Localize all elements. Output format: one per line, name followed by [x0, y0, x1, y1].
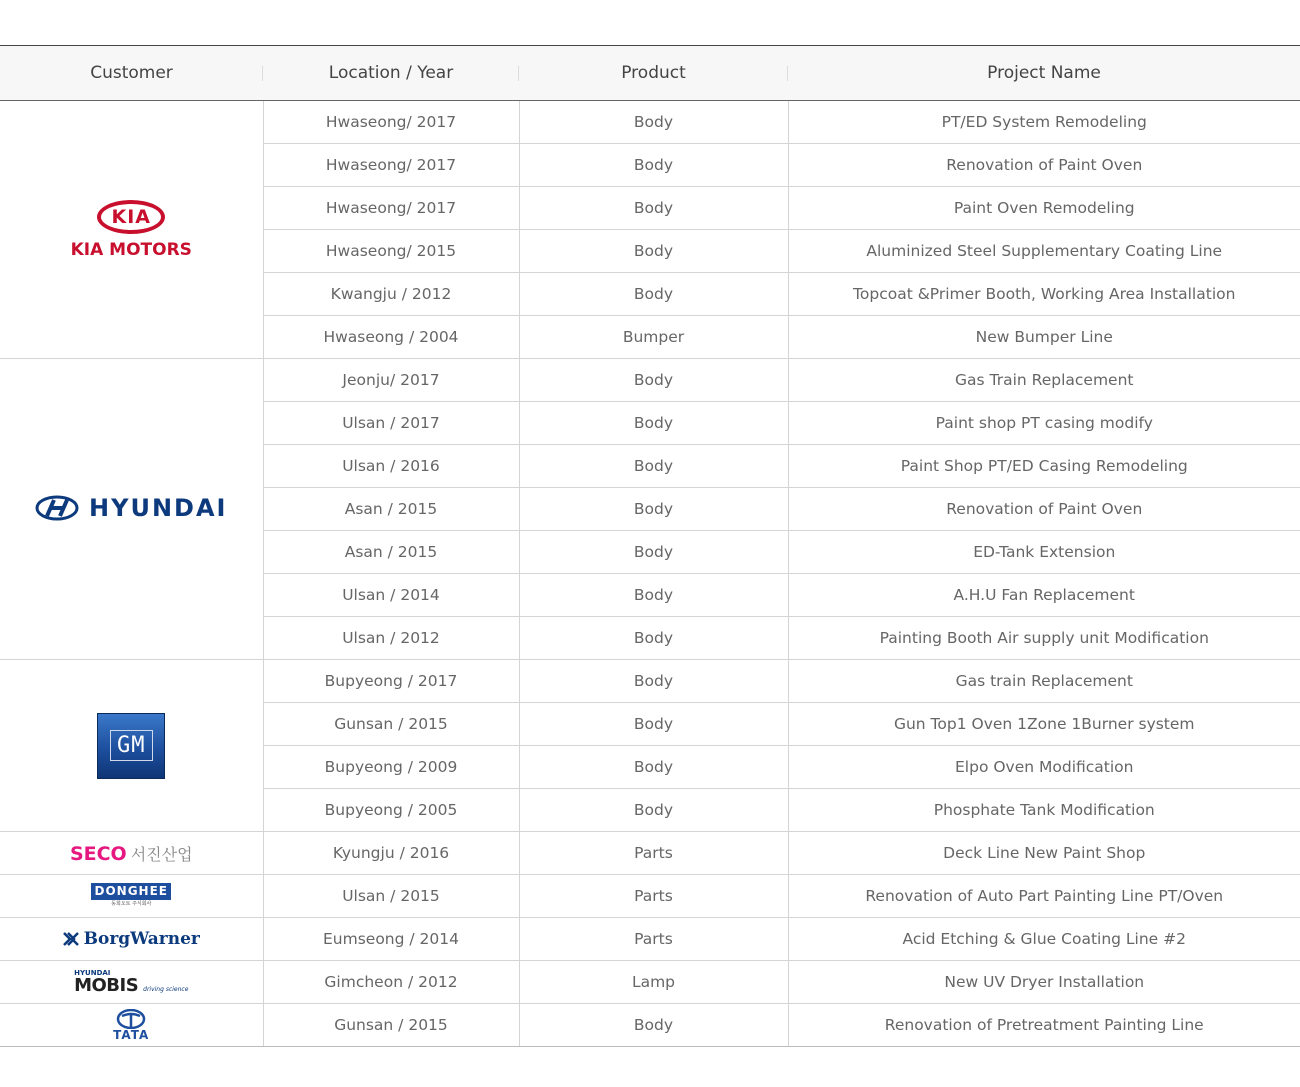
- table-row: [0, 832, 1300, 875]
- mobis-tagline: driving science: [143, 985, 189, 993]
- header-location-year: Location / Year: [263, 46, 519, 101]
- project-name-cell: Deck Line New Paint Shop: [788, 832, 1300, 875]
- header-product: Product: [519, 46, 788, 101]
- location-year-cell: Ulsan / 2015: [263, 875, 519, 918]
- borgwarner-wordmark: BorgWarner: [83, 928, 200, 949]
- donghee-logo: [91, 883, 171, 908]
- location-year-cell: Gunsan / 2015: [263, 703, 519, 746]
- product-cell: Body: [519, 144, 788, 187]
- hyundai-wordmark: HYUNDAI: [89, 493, 228, 522]
- product-cell: Body: [519, 101, 788, 144]
- customer-cell-borgwarner: [0, 918, 263, 961]
- kia-oval-emblem: KIA: [97, 200, 165, 234]
- tata-logo: [113, 1009, 149, 1041]
- customer-cell-kia: [0, 101, 263, 359]
- table-body: [0, 101, 1300, 1047]
- product-cell: Body: [519, 574, 788, 617]
- location-year-cell: Bupyeong / 2005: [263, 789, 519, 832]
- product-cell: Lamp: [519, 961, 788, 1004]
- table-row: [0, 961, 1300, 1004]
- product-cell: Body: [519, 445, 788, 488]
- tata-wordmark: TATA: [113, 1028, 150, 1042]
- location-year-cell: Bupyeong / 2017: [263, 660, 519, 703]
- customer-cell-gm: [0, 660, 263, 832]
- product-cell: Parts: [519, 875, 788, 918]
- table-row: [0, 660, 1300, 703]
- tata-emblem-icon: [116, 1009, 146, 1029]
- location-year-cell: Hwaseong / 2004: [263, 316, 519, 359]
- customer-cell-donghee: [0, 875, 263, 918]
- product-cell: Parts: [519, 832, 788, 875]
- customer-cell-seco: [0, 832, 263, 875]
- project-name-cell: Painting Booth Air supply unit Modification: [788, 617, 1300, 660]
- project-name-cell: New Bumper Line: [788, 316, 1300, 359]
- table-row: [0, 1004, 1300, 1047]
- project-name-cell: Acid Etching & Glue Coating Line #2: [788, 918, 1300, 961]
- location-year-cell: Bupyeong / 2009: [263, 746, 519, 789]
- project-name-cell: A.H.U Fan Replacement: [788, 574, 1300, 617]
- product-cell: Body: [519, 789, 788, 832]
- location-year-cell: Gimcheon / 2012: [263, 961, 519, 1004]
- project-name-cell: Renovation of Auto Part Painting Line PT/Oven: [788, 875, 1300, 918]
- project-name-cell: PT/ED System Remodeling: [788, 101, 1300, 144]
- location-year-cell: Gunsan / 2015: [263, 1004, 519, 1047]
- table-row: [0, 918, 1300, 961]
- project-name-cell: Paint shop PT casing modify: [788, 402, 1300, 445]
- product-cell: Body: [519, 273, 788, 316]
- location-year-cell: Hwaseong/ 2017: [263, 144, 519, 187]
- product-cell: Parts: [519, 918, 788, 961]
- project-name-cell: Phosphate Tank Modification: [788, 789, 1300, 832]
- customer-cell-mobis: [0, 961, 263, 1004]
- project-name-cell: Aluminized Steel Supplementary Coating Line: [788, 230, 1300, 273]
- projects-table-wrapper: [0, 45, 1300, 1047]
- location-year-cell: Hwaseong/ 2017: [263, 187, 519, 230]
- location-year-cell: Kwangju / 2012: [263, 273, 519, 316]
- customer-cell-hyundai: [0, 359, 263, 660]
- project-name-cell: Renovation of Paint Oven: [788, 144, 1300, 187]
- product-cell: Body: [519, 660, 788, 703]
- gm-logo: [97, 713, 165, 779]
- product-cell: Body: [519, 488, 788, 531]
- location-year-cell: Asan / 2015: [263, 531, 519, 574]
- location-year-cell: Ulsan / 2012: [263, 617, 519, 660]
- location-year-cell: Hwaseong/ 2017: [263, 101, 519, 144]
- donghee-wordmark: DONGHEE: [91, 883, 171, 900]
- table-row: [0, 359, 1300, 402]
- location-year-cell: Hwaseong/ 2015: [263, 230, 519, 273]
- mobis-hyundai-label: HYUNDAI: [74, 968, 111, 977]
- location-year-cell: Ulsan / 2016: [263, 445, 519, 488]
- borgwarner-logo: [63, 929, 200, 949]
- header-project-name: Project Name: [788, 46, 1300, 101]
- product-cell: Body: [519, 1004, 788, 1047]
- customer-cell-tata: [0, 1004, 263, 1047]
- project-name-cell: Gas train Replacement: [788, 660, 1300, 703]
- product-cell: Body: [519, 746, 788, 789]
- donghee-subtext: 동희오토 주식회사: [111, 901, 152, 907]
- gm-wordmark: GM: [110, 730, 153, 761]
- project-name-cell: ED-Tank Extension: [788, 531, 1300, 574]
- project-name-cell: Topcoat &Primer Booth, Working Area Installation: [788, 273, 1300, 316]
- seco-wordmark: SECO: [69, 842, 127, 865]
- hyundai-mobis-logo: [74, 970, 188, 995]
- product-cell: Body: [519, 230, 788, 273]
- table-row: [0, 101, 1300, 144]
- project-name-cell: Gas Train Replacement: [788, 359, 1300, 402]
- hyundai-emblem-icon: [35, 495, 79, 521]
- location-year-cell: Asan / 2015: [263, 488, 519, 531]
- location-year-cell: Ulsan / 2014: [263, 574, 519, 617]
- hyundai-logo: [35, 494, 227, 522]
- project-name-cell: Renovation of Pretreatment Painting Line: [788, 1004, 1300, 1047]
- project-name-cell: Paint Shop PT/ED Casing Remodeling: [788, 445, 1300, 488]
- project-name-cell: Elpo Oven Modification: [788, 746, 1300, 789]
- project-name-cell: Gun Top1 Oven 1Zone 1Burner system: [788, 703, 1300, 746]
- table-header-row: [0, 46, 1300, 101]
- projects-table: [0, 45, 1300, 1047]
- seco-korean-name: 서진산업: [130, 844, 193, 864]
- location-year-cell: Kyungju / 2016: [263, 832, 519, 875]
- borgwarner-emblem-icon: [63, 932, 79, 946]
- product-cell: Body: [519, 187, 788, 230]
- product-cell: Body: [519, 402, 788, 445]
- product-cell: Body: [519, 617, 788, 660]
- project-name-cell: Paint Oven Remodeling: [788, 187, 1300, 230]
- kia-motors-logo: [71, 200, 192, 260]
- product-cell: Body: [519, 531, 788, 574]
- kia-motors-wordmark: KIA MOTORS: [70, 239, 192, 260]
- project-name-cell: Renovation of Paint Oven: [788, 488, 1300, 531]
- product-cell: Bumper: [519, 316, 788, 359]
- mobis-wordmark: MOBIS: [74, 974, 139, 996]
- location-year-cell: Jeonju/ 2017: [263, 359, 519, 402]
- location-year-cell: Eumseong / 2014: [263, 918, 519, 961]
- table-row: [0, 875, 1300, 918]
- seco-logo: [70, 842, 193, 865]
- project-name-cell: New UV Dryer Installation: [788, 961, 1300, 1004]
- location-year-cell: Ulsan / 2017: [263, 402, 519, 445]
- product-cell: Body: [519, 703, 788, 746]
- product-cell: Body: [519, 359, 788, 402]
- header-customer: Customer: [0, 46, 263, 101]
